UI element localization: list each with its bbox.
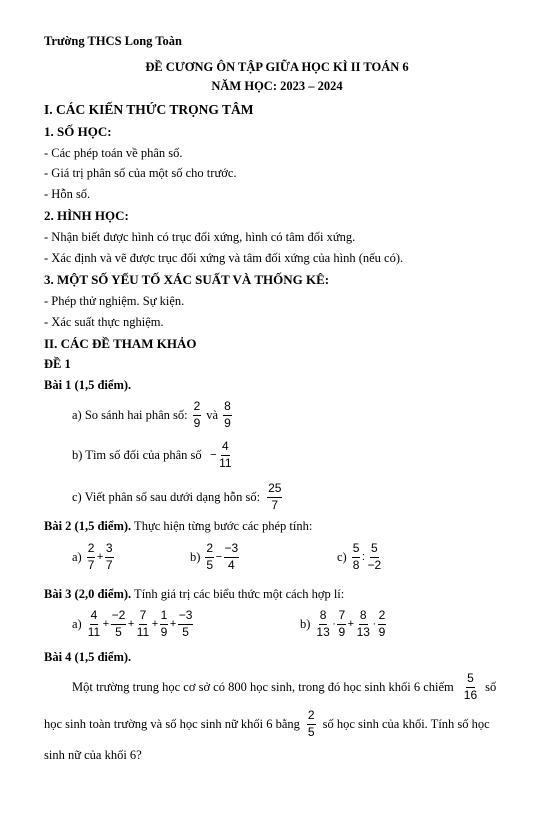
fraction: $\frac{5}{16}$ — [463, 671, 478, 702]
conjunction: và — [206, 407, 219, 422]
bai-4-text: Một trường trung học cơ sở có 800 học sinh, trong đó học sinh khối 6 chiếm — [72, 679, 454, 694]
arith-heading: 1. SỐ HỌC: — [44, 124, 112, 139]
school-name: Trường THCS Long Toàn — [44, 34, 182, 48]
operator: − — [215, 551, 223, 564]
bai-3-header — [44, 587, 344, 602]
section-1-heading: I. CÁC KIẾN THỨC TRỌNG TÂM — [44, 102, 254, 117]
operator: + — [347, 618, 355, 631]
fraction: $\frac{25}{7}$ — [268, 481, 282, 512]
geom-item: - Nhận biết được hình có trục đối xứng, hình có tâm đối xứng. — [44, 230, 356, 244]
fraction: $\frac{2}{9}$ — [378, 608, 386, 639]
fraction: $\frac{8}{9}$ — [224, 399, 231, 430]
section-2-heading: II. CÁC ĐỀ THAM KHẢO — [44, 336, 197, 351]
minus-sign: − — [210, 449, 217, 462]
prob-heading: 3. MỘT SỐ YẾU TỐ XÁC SUẤT VÀ THỐNG KÊ: — [44, 272, 330, 287]
bai-2b — [190, 542, 240, 573]
prob-item: - Phép thử nghiệm. Sự kiện. — [44, 294, 185, 308]
bai-3-desc: Tính giá trị các biểu thức một cách hợp lí: — [131, 587, 345, 601]
bai-4-line-3: sinh nữ của khối 6? — [44, 748, 142, 762]
item-label: b) — [300, 616, 311, 631]
bai-2a — [72, 542, 115, 573]
bai-3a — [72, 609, 194, 640]
bai-1b-text: b) Tìm số đối của phân số — [72, 447, 202, 462]
operator: · — [332, 618, 336, 631]
arith-item: - Giá trị phân số của một số cho trước. — [44, 166, 237, 180]
bai-4-line-1 — [72, 672, 496, 703]
operator: + — [102, 618, 110, 631]
fraction: $\frac{8}{13}$ — [356, 608, 370, 639]
bai-4-title: Bài 4 (1,5 điểm). — [44, 650, 132, 664]
fraction: $\frac{2}{5}$ — [206, 541, 214, 572]
operator: · — [372, 618, 377, 631]
item-label: a) — [72, 616, 82, 631]
operator: + — [127, 618, 135, 631]
fraction: $\frac{4}{11}$ — [87, 608, 101, 639]
bai-2c — [337, 542, 383, 573]
operator: : — [361, 551, 365, 564]
bai-2-desc: Thực hiện từng bước các phép tính: — [131, 519, 313, 533]
bai-4-text: học sinh toàn trường và số học sinh nữ khối 6 bằng — [44, 716, 300, 731]
item-label: b) — [190, 549, 201, 564]
fraction: $\frac{7}{11}$ — [136, 608, 150, 639]
fraction: $\frac{-3}{4}$ — [224, 541, 239, 572]
bai-1a — [72, 400, 233, 431]
bai-4-text: số học sinh của khối. Tính số học — [322, 716, 490, 731]
item-label: a) — [72, 549, 82, 564]
prob-item: - Xác suất thực nghiệm. — [44, 315, 164, 329]
bai-1c — [72, 482, 283, 513]
fraction: $\frac{7}{9}$ — [338, 608, 346, 639]
fraction: $\frac{2}{5}$ — [307, 708, 315, 739]
operator: + — [96, 551, 104, 564]
fraction: $\frac{5}{8}$ — [352, 541, 360, 572]
fraction: $\frac{2}{7}$ — [87, 541, 95, 572]
operator: + — [151, 618, 159, 631]
fraction: $\frac{-2}{5}$ — [111, 608, 126, 639]
bai-1a-text: a) So sánh hai phân số: — [72, 407, 188, 422]
arith-item: - Các phép toán về phân số. — [44, 146, 183, 160]
fraction: $\frac{3}{7}$ — [105, 541, 113, 572]
arith-item: - Hỗn số. — [44, 187, 91, 201]
bai-4-line-2 — [44, 709, 490, 740]
operator: + — [169, 618, 177, 631]
bai-1b — [72, 440, 234, 471]
bai-3-title: Bài 3 (2,0 điểm). — [44, 587, 132, 601]
geom-item: - Xác định và vẽ được trục đối xứng và tâm đối xứng của hình (nếu có). — [44, 251, 404, 265]
bai-2-header — [44, 519, 312, 534]
exam-label: ĐỀ 1 — [44, 357, 71, 371]
document-title: ĐỀ CƯƠNG ÔN TẬP GIỮA HỌC KÌ II TOÁN 6 — [145, 60, 409, 74]
fraction: $\frac{4}{11}$ — [219, 439, 232, 470]
bai-3b — [300, 609, 387, 640]
bai-1c-text: c) Viết phân số sau dưới dạng hỗn số: — [72, 489, 261, 504]
bai-4-text: số — [485, 679, 497, 694]
item-label: c) — [337, 549, 347, 564]
geom-heading: 2. HÌNH HỌC: — [44, 208, 129, 223]
fraction: $\frac{-3}{5}$ — [178, 608, 193, 639]
school-year: NĂM HỌC: 2023 – 2024 — [211, 79, 343, 93]
fraction: $\frac{5}{-2}$ — [367, 541, 382, 572]
bai-1-title: Bài 1 (1,5 điểm). — [44, 378, 132, 392]
fraction: $\frac{1}{9}$ — [160, 608, 168, 639]
fraction: $\frac{8}{13}$ — [316, 608, 330, 639]
fraction: $\frac{2}{9}$ — [193, 399, 201, 430]
bai-2-title: Bài 2 (1,5 điểm). — [44, 519, 132, 533]
